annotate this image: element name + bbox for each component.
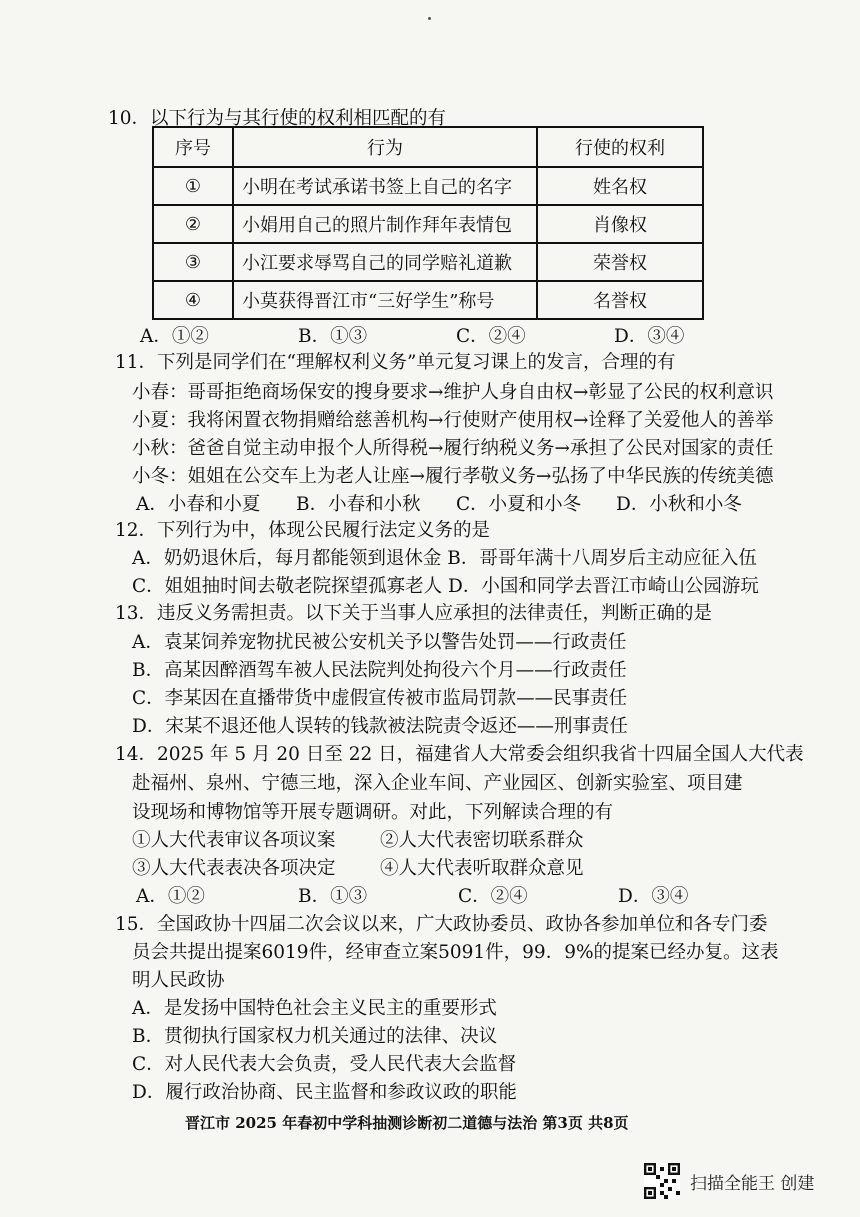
q15-line: A．是发扬中国特色社会主义民主的重要形式 (132, 998, 497, 1019)
table-header-row (153, 127, 703, 167)
table-cell: ④ (153, 281, 233, 319)
q12-line: A．奶奶退休后，每月都能领到退休金 B．哥哥年满十八周岁后主动应征入伍 (132, 548, 757, 569)
q14-stem: 14．2025 年 5 月 20 日至 22 日，福建省人大常委会组织我省十四届全国人大代表 (115, 744, 804, 765)
option-c: C．小夏和小冬 (456, 494, 582, 515)
table-cell: 肖像权 (537, 205, 703, 243)
q14-item: ②人大代表密切联系群众 (380, 830, 584, 851)
table-cell: ③ (153, 243, 233, 281)
q14-stem: 设现场和博物馆等开展专题调研。对此，下列解读合理的有 (132, 802, 614, 823)
table-header: 序号 (153, 127, 233, 167)
option-a: A．①② (140, 326, 209, 347)
q14-item: ③人大代表表决各项决定 (132, 858, 336, 879)
q11-line: 小冬：姐姐在公交车上为老人让座→履行孝敬义务→弘扬了中华民族的传统美德 (132, 466, 774, 487)
watermark-text: 扫描全能王 创建 (690, 1173, 815, 1194)
table-cell: ② (153, 205, 233, 243)
option-b: B．①③ (298, 886, 368, 907)
q12-stem: 12．下列行为中，体现公民履行法定义务的是 (115, 520, 491, 541)
q10-table (152, 126, 704, 320)
q13-stem: 13．违反义务需担责。以下关于当事人应承担的法律责任，判断正确的是 (115, 603, 713, 624)
q15-line: B．贯彻执行国家权力机关通过的法律、决议 (132, 1026, 498, 1047)
q11-line: 小春：哥哥拒绝商场保安的搜身要求→维护人身自由权→彰显了公民的权利意识 (132, 382, 774, 403)
option-d: D．③④ (614, 326, 685, 347)
q14-item: ①人大代表审议各项议案 (132, 830, 336, 851)
option-b: B．①③ (298, 326, 368, 347)
q13-line: A．袁某饲养宠物扰民被公安机关予以警告处罚——行政责任 (132, 632, 627, 653)
option-d: D．③④ (618, 886, 689, 907)
q12-line: C．姐姐抽时间去敬老院探望孤寡老人 D．小国和同学去晋江市崎山公园游玩 (132, 576, 759, 597)
q15-line: C．对人民代表大会负责，受人民代表大会监督 (132, 1054, 517, 1075)
q13-line: C．李某因在直播带货中虚假宣传被市监局罚款——民事责任 (132, 688, 628, 709)
q14-stem: 赴福州、泉州、宁德三地，深入企业车间、产业园区、创新实验室、项目建 (132, 773, 743, 794)
table-cell: 小娟用自己的照片制作拜年表情包 (233, 205, 537, 243)
q11-line: 小夏：我将闲置衣物捐赠给慈善机构→行使财产使用权→诠释了关爱他人的善举 (132, 410, 774, 431)
scanner-watermark (644, 1163, 814, 1199)
q15-stem: 员会共提出提案6019件，经审查立案5091件，99．9%的提案已经办复。这表 (132, 942, 779, 963)
qr-code-icon (644, 1163, 680, 1199)
speck (428, 17, 431, 20)
q15-stem: 15．全国政协十四届二次会议以来，广大政协委员、政协各参加单位和各专门委 (115, 914, 768, 935)
q10-stem: 10．以下行为与其行使的权利相匹配的有 (108, 108, 447, 129)
table-row (153, 243, 703, 281)
q15-line: D．履行政治协商、民主监督和参政议政的职能 (132, 1082, 517, 1103)
table-cell: 名誉权 (537, 281, 703, 319)
table-header: 行使的权利 (537, 127, 703, 167)
table-cell: 荣誉权 (537, 243, 703, 281)
q14-item: ④人大代表听取群众意见 (380, 858, 584, 879)
page-footer: 晋江市 2025 年春初中学科抽测诊断初二道德与法治 第3页 共8页 (185, 1114, 629, 1132)
option-c: C．②④ (456, 326, 526, 347)
q13-line: B．高某因醉酒驾车被人民法院判处拘役六个月——行政责任 (132, 660, 627, 681)
option-d: D．小秋和小冬 (616, 494, 742, 515)
q11-stem: 11．下列是同学们在“理解权利义务”单元复习课上的发言，合理的有 (115, 352, 676, 373)
table-row (153, 167, 703, 205)
q13-line: D．宋某不退还他人误转的钱款被法院责令返还——刑事责任 (132, 716, 628, 737)
table-cell: 小江要求辱骂自己的同学赔礼道歉 (233, 243, 537, 281)
option-a: A．小春和小夏 (136, 494, 261, 515)
table-row (153, 205, 703, 243)
table-header: 行为 (233, 127, 537, 167)
q11-line: 小秋：爸爸自觉主动申报个人所得税→履行纳税义务→承担了公民对国家的责任 (132, 438, 774, 459)
q15-stem: 明人民政协 (132, 970, 225, 991)
table-cell: 小明在考试承诺书签上自己的名字 (233, 167, 537, 205)
table-cell: 小莫获得晋江市“三好学生”称号 (233, 281, 537, 319)
table-cell: ① (153, 167, 233, 205)
option-a: A．①② (136, 886, 205, 907)
option-c: C．②④ (458, 886, 528, 907)
table-row (153, 281, 703, 319)
option-b: B．小春和小秋 (296, 494, 421, 515)
table-cell: 姓名权 (537, 167, 703, 205)
